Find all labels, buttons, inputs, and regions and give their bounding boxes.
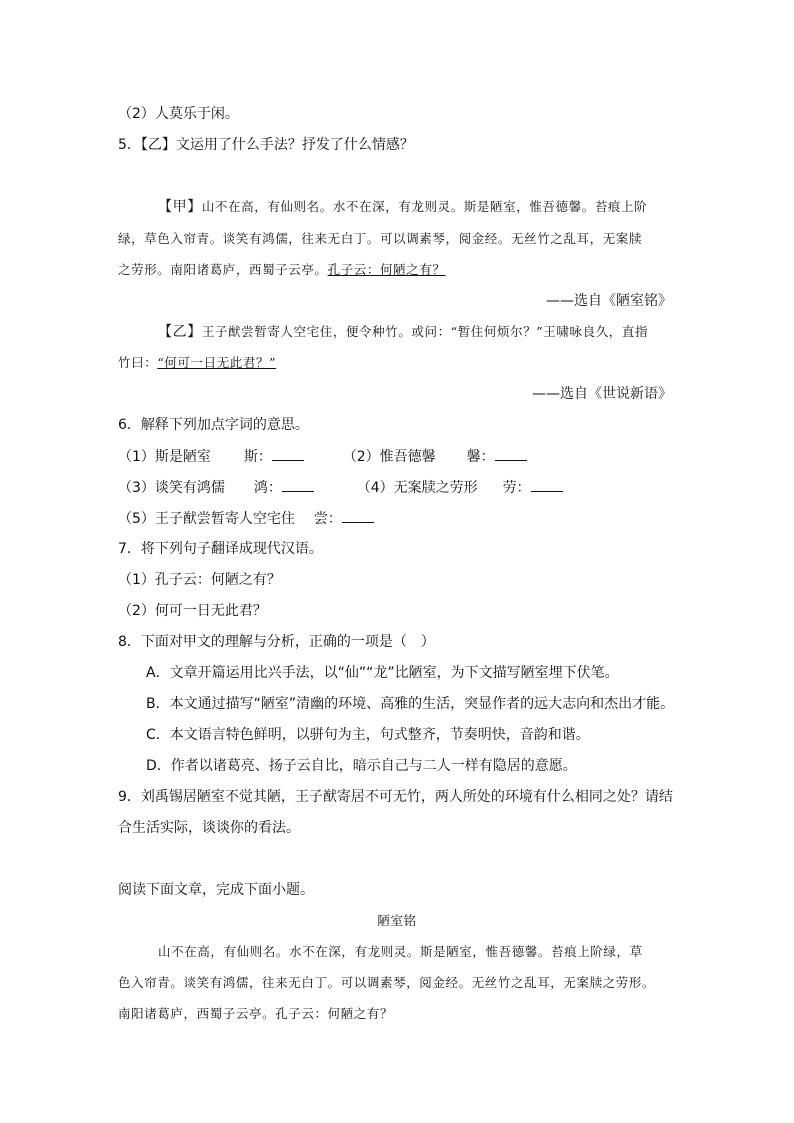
question-6-title: 6．解释下列加点字词的意思。	[118, 417, 309, 433]
passage-yi-line-2	[118, 353, 276, 373]
reading-line-1: 山不在高，有仙则名。水不在深，有龙则灵。斯是陋室，惟吾德馨。苔痕上阶绿，草	[158, 944, 643, 959]
q6-item-5: （5）王子猷尝暂寄人空宅住	[118, 511, 295, 527]
q6-item-5-key: 尝：	[313, 511, 342, 527]
question-9-line-2: 合生活实际，谈谈你的看法。	[118, 820, 300, 836]
q6-item-2: （2）惟吾德馨	[342, 449, 436, 465]
question-8-title: 8．下面对甲文的理解与分析，正确的一项是（ ）	[118, 634, 435, 650]
reading-line-2: 色入帘青。谈笑有鸿儒，往来无白丁。可以调素琴，阅金经。无丝竹之乱耳，无案牍之劳形。	[118, 975, 656, 990]
passage-yi-text-2a: 竹曰：	[118, 355, 158, 370]
passage-yi-line-1	[158, 322, 648, 342]
answer-blank[interactable]	[495, 446, 527, 461]
q6-item-3-key: 鸿：	[253, 480, 282, 496]
passage-yi-source: ——选自《世说新语》	[532, 386, 672, 402]
option-a[interactable]: A．文章开篇运用比兴手法，以“仙”“龙”比陋室，为下文描写陋室埋下伏笔。	[146, 665, 619, 681]
question-5: 5．【乙】文运用了什么手法？抒发了什么情感？	[118, 137, 414, 153]
passage-yi-text-1: 王子猷尝暂寄人空宅住，便令种竹。或问：“暂住何烦尔？”王啸咏良久，直指	[201, 324, 649, 339]
passage-jia-text-1: 山不在高，有仙则名。水不在深，有龙则灵。斯是陋室，惟吾德馨。苔痕上阶	[201, 199, 648, 214]
q6-item-1-key: 斯：	[243, 449, 272, 465]
option-c[interactable]: C．本文语言特色鲜明，以骈句为主，句式整齐，节奏明快，音韵和谐。	[146, 727, 590, 743]
passage-jia-line-2: 绿，草色入帘青。谈笑有鸿儒，往来无白丁。可以调素琴，阅金经。无丝竹之乱耳，无案牍	[118, 231, 643, 246]
q6-item-2-key: 馨：	[466, 449, 495, 465]
option-b[interactable]: B．本文通过描写“陋室”清幽的环境、高雅的生活，突显作者的远大志向和杰出才能。	[146, 696, 675, 712]
passage-jia-underlined-quote: 孔子云：何陋之有？	[327, 262, 446, 277]
option-d[interactable]: D．作者以诸葛亮、扬子云自比，暗示自己与二人一样有隐居的意愿。	[146, 758, 577, 774]
question-7-item-1: （1）孔子云：何陋之有？	[118, 572, 281, 588]
question-7-title: 7．将下列句子翻译成现代汉语。	[118, 541, 323, 557]
question-6-row-3	[118, 508, 374, 529]
reading-title: 陋室铭	[377, 913, 417, 928]
passage-jia-line-3	[118, 260, 446, 280]
answer-blank[interactable]	[531, 477, 563, 492]
passage-yi-mark: 【乙】	[158, 324, 202, 340]
passage-jia-source: ——选自《陋室铭》	[546, 293, 672, 309]
q6-item-1: （1）斯是陋室	[118, 449, 211, 465]
q6-item-3: （3）谈笑有鸿儒	[118, 480, 225, 496]
q6-item-4-key: 劳：	[502, 480, 531, 496]
question-9-line-1: 9．刘禹锡居陋室不觉其陋，王子猷寄居不可无竹，两人所处的环境有什么相同之处？请结	[118, 789, 673, 805]
q6-item-4: （4）无案牍之劳形	[356, 480, 478, 496]
passage-jia-text-3a: 之劳形。南阳诸葛庐，西蜀子云亭。	[118, 262, 328, 277]
reading-line-3: 南阳诸葛庐，西蜀子云亭。孔子云：何陋之有？	[118, 1006, 394, 1021]
reading-intro: 阅读下面文章，完成下面小题。	[118, 882, 314, 898]
passage-jia-line-1	[158, 197, 647, 217]
question-7-item-2: （2）何可一日无此君？	[118, 603, 267, 619]
answer-blank[interactable]	[272, 446, 304, 461]
answer-blank[interactable]	[282, 477, 314, 492]
question-4-item-2: （2）人莫乐于闲。	[118, 106, 239, 122]
question-6-row-1	[118, 446, 527, 467]
answer-blank[interactable]	[342, 508, 374, 523]
passage-jia-mark: 【甲】	[158, 199, 202, 215]
passage-yi-underlined-quote: “何可一日无此君？”	[157, 355, 277, 370]
question-6-row-2	[118, 477, 563, 498]
